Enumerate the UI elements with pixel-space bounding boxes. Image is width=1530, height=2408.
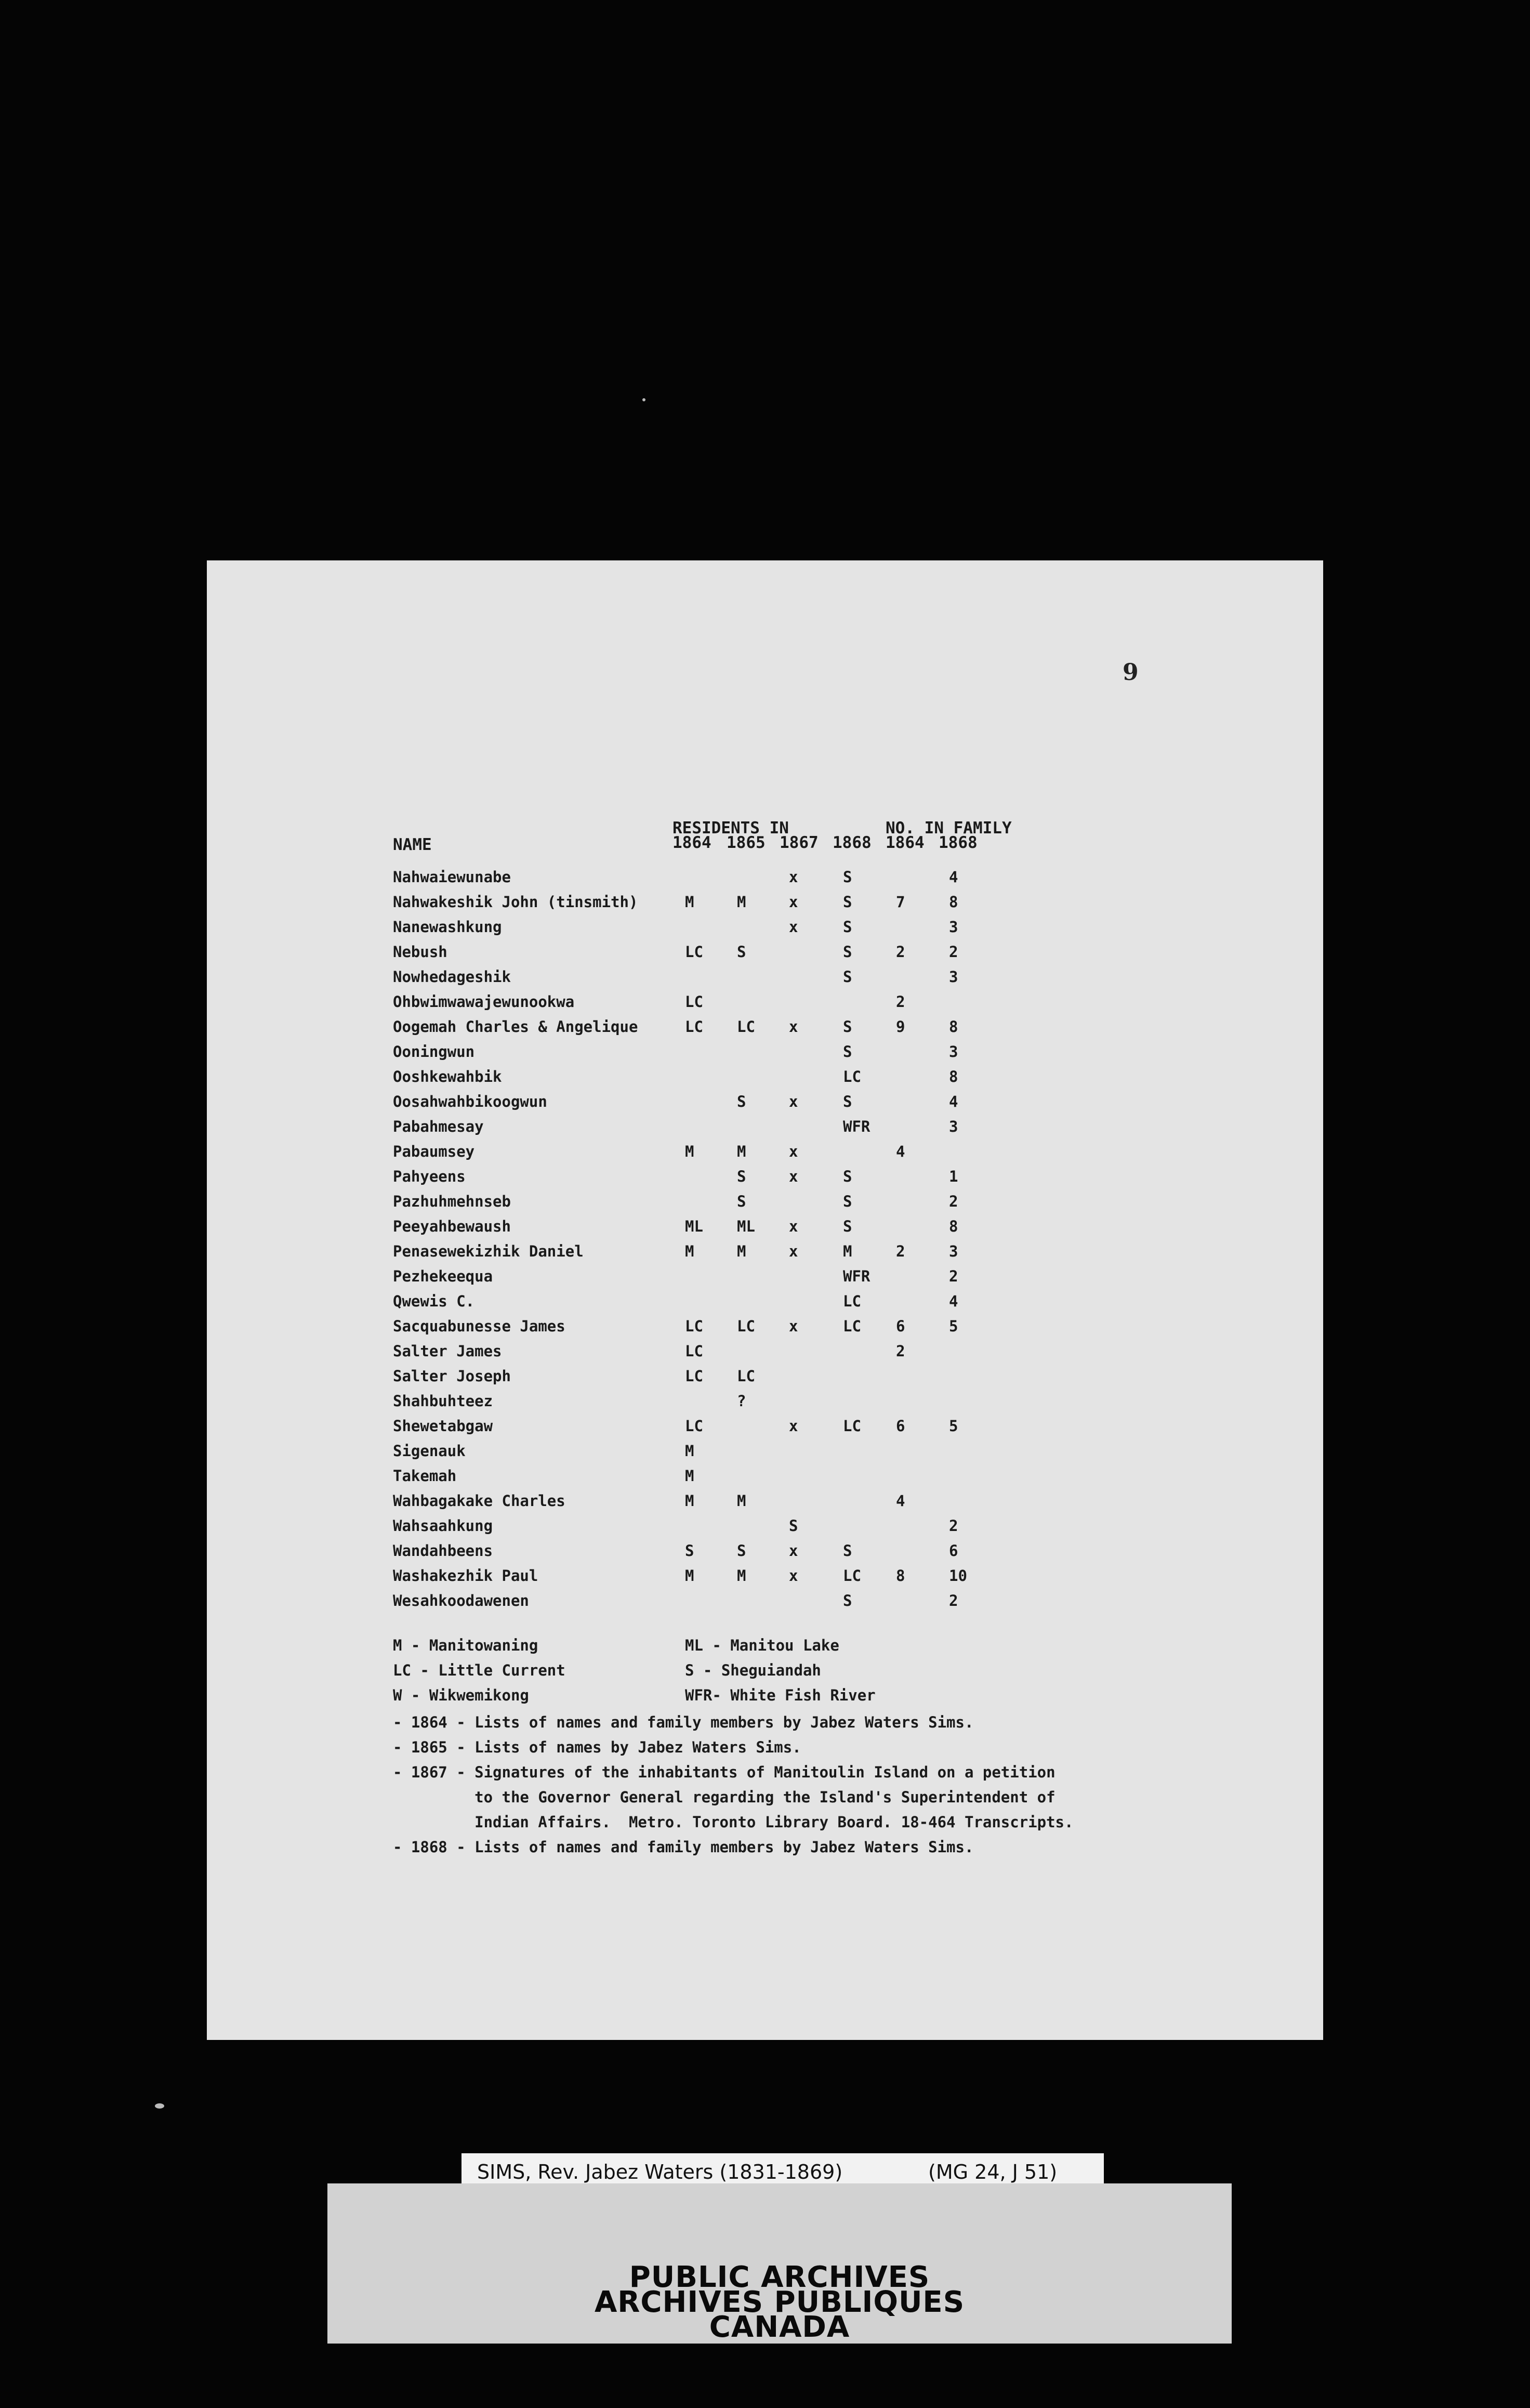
source-note-line: - 1868 - Lists of names and family members by Jabez Waters Sims. [393, 1838, 974, 1856]
source-note-line: - 1864 - Lists of names and family members by Jabez Waters Sims. [393, 1713, 974, 1731]
cell-r1864: ML [685, 1218, 703, 1235]
cell-r1865: M [737, 1242, 746, 1260]
table-row [0, 1093, 1530, 1116]
table-row [0, 1417, 1530, 1440]
cell-r1868: LC [843, 1567, 861, 1585]
cell-f1864: 4 [896, 1143, 905, 1160]
cell-r1867: x [789, 918, 798, 936]
table-row [0, 1267, 1530, 1290]
cell-name: Penasewekizhik Daniel [393, 1242, 584, 1260]
table-row [0, 1242, 1530, 1265]
table-row [0, 1168, 1530, 1190]
cell-f1868: 8 [949, 1018, 958, 1036]
cell-f1864: 8 [896, 1567, 905, 1585]
table-row [0, 1143, 1530, 1166]
header-name: NAME [393, 835, 432, 854]
legend-item: ML - Manitou Lake [685, 1637, 839, 1654]
table-row [0, 1193, 1530, 1215]
cell-f1868: 8 [949, 893, 958, 911]
cell-name: Qwewis C. [393, 1292, 475, 1310]
cell-r1865: LC [737, 1317, 755, 1335]
table-row [0, 1467, 1530, 1490]
cell-name: Ooshkewahbik [393, 1068, 502, 1085]
cell-name: Nanewashkung [393, 918, 502, 936]
cell-r1867: x [789, 868, 798, 886]
cell-f1868: 2 [949, 1267, 958, 1285]
cell-r1868: LC [843, 1068, 861, 1085]
cell-r1868: M [843, 1242, 852, 1260]
cell-name: Ooningwun [393, 1043, 475, 1061]
table-row [0, 868, 1530, 891]
legend-item: W - Wikwemikong [393, 1686, 529, 1704]
table-row [0, 1043, 1530, 1066]
cell-r1864: M [685, 1492, 694, 1510]
cell-f1868: 3 [949, 1118, 958, 1135]
cell-f1864: 2 [896, 1342, 905, 1360]
table-row [0, 1517, 1530, 1540]
legend-item: M - Manitowaning [393, 1637, 538, 1654]
cell-name: Shewetabgaw [393, 1417, 493, 1435]
archive-label-line1-left: SIMS, Rev. Jabez Waters (1831-1869) [477, 2161, 843, 2183]
cell-name: Peeyahbewaush [393, 1218, 511, 1235]
cell-f1864: 2 [896, 1242, 905, 1260]
cell-name: Wandahbeens [393, 1542, 493, 1560]
cell-r1865: LC [737, 1367, 755, 1385]
table-row [0, 1317, 1530, 1340]
cell-r1868: LC [843, 1417, 861, 1435]
cell-r1868: S [843, 918, 852, 936]
cell-r1864: LC [685, 1417, 703, 1435]
cell-name: Salter James [393, 1342, 502, 1360]
cell-f1864: 6 [896, 1417, 905, 1435]
cell-r1864: LC [685, 993, 703, 1011]
cell-r1868: WFR [843, 1118, 870, 1135]
film-speck [642, 398, 645, 401]
cell-r1868: S [843, 1542, 852, 1560]
cell-r1868: S [843, 1043, 852, 1061]
legend-item: S - Sheguiandah [685, 1661, 821, 1679]
table-row [0, 1492, 1530, 1515]
cell-r1864: S [685, 1542, 694, 1560]
cell-r1864: M [685, 893, 694, 911]
cell-r1867: x [789, 1143, 798, 1160]
cell-r1865: M [737, 1567, 746, 1585]
cell-name: Wahsaahkung [393, 1517, 493, 1535]
cell-name: Oogemah Charles & Angelique [393, 1018, 638, 1036]
cell-r1865: S [737, 943, 746, 961]
table-row [0, 1567, 1530, 1590]
archive-stamp [327, 2183, 1232, 2344]
cell-f1868: 8 [949, 1068, 958, 1085]
cell-r1864: LC [685, 1018, 703, 1036]
cell-f1864: 2 [896, 993, 905, 1011]
cell-r1868: S [843, 1093, 852, 1110]
cell-r1868: LC [843, 1292, 861, 1310]
cell-f1868: 8 [949, 1218, 958, 1235]
cell-r1868: S [843, 1018, 852, 1036]
header-family-1868: 1868 [939, 833, 978, 852]
header-year-1865: 1865 [727, 833, 766, 852]
cell-f1868: 2 [949, 943, 958, 961]
cell-f1868: 4 [949, 1093, 958, 1110]
cell-f1864: 9 [896, 1018, 905, 1036]
cell-name: Salter Joseph [393, 1367, 511, 1385]
cell-r1864: M [685, 1242, 694, 1260]
cell-r1867: S [789, 1517, 798, 1535]
cell-r1865: ? [737, 1392, 746, 1410]
cell-f1864: 6 [896, 1317, 905, 1335]
cell-r1867: x [789, 1018, 798, 1036]
cell-r1868: S [843, 1592, 852, 1609]
table-row [0, 918, 1530, 941]
cell-r1868: LC [843, 1317, 861, 1335]
cell-r1867: x [789, 1417, 798, 1435]
cell-r1864: M [685, 1143, 694, 1160]
table-row [0, 1292, 1530, 1315]
source-note-line: - 1865 - Lists of names by Jabez Waters Sims. [393, 1738, 801, 1756]
cell-f1868: 10 [949, 1567, 967, 1585]
cell-r1865: S [737, 1542, 746, 1560]
cell-r1865: S [737, 1193, 746, 1210]
cell-name: Pezhekeequa [393, 1267, 493, 1285]
cell-r1867: x [789, 1218, 798, 1235]
cell-r1864: M [685, 1442, 694, 1460]
table-row [0, 993, 1530, 1016]
cell-name: Shahbuhteez [393, 1392, 493, 1410]
table-row [0, 943, 1530, 966]
cell-name: Nahwakeshik John (tinsmith) [393, 893, 638, 911]
cell-r1867: x [789, 1317, 798, 1335]
cell-name: Ohbwimwawajewunookwa [393, 993, 575, 1011]
source-note-line: Indian Affairs. Metro. Toronto Library Board. 18-464 Transcripts. [393, 1813, 1074, 1831]
cell-name: Washakezhik Paul [393, 1567, 538, 1585]
cell-r1864: LC [685, 1317, 703, 1335]
stamp-line2: ARCHIVES PUBLIQUES [594, 2285, 965, 2319]
cell-f1868: 3 [949, 1242, 958, 1260]
cell-name: Pazhuhmehnseb [393, 1193, 511, 1210]
header-year-1864: 1864 [672, 833, 711, 852]
cell-r1868: WFR [843, 1267, 870, 1285]
film-speck [155, 2103, 164, 2109]
cell-name: Pabahmesay [393, 1118, 484, 1135]
table-row [0, 1068, 1530, 1091]
cell-r1865: S [737, 1093, 746, 1110]
cell-f1868: 1 [949, 1168, 958, 1185]
table-row [0, 1442, 1530, 1465]
cell-name: Sacquabunesse James [393, 1317, 565, 1335]
cell-r1864: LC [685, 943, 703, 961]
table-row [0, 1342, 1530, 1365]
header-residents-in: RESIDENTS IN [672, 819, 789, 837]
header-no-in-family: NO. IN FAMILY [886, 819, 1012, 837]
cell-name: Nahwaiewunabe [393, 868, 511, 886]
page-number: 9 [1123, 659, 1139, 686]
cell-name: Sigenauk [393, 1442, 466, 1460]
table-row [0, 968, 1530, 991]
table-row [0, 1018, 1530, 1041]
table-row [0, 893, 1530, 916]
stamp-line1: PUBLIC ARCHIVES [629, 2260, 930, 2294]
header-family-1864: 1864 [886, 833, 925, 852]
cell-f1864: 2 [896, 943, 905, 961]
cell-f1868: 5 [949, 1317, 958, 1335]
cell-r1864: M [685, 1567, 694, 1585]
source-note-line: to the Governor General regarding the Island's Superintendent of [393, 1788, 1056, 1806]
table-row [0, 1367, 1530, 1390]
cell-r1867: x [789, 1542, 798, 1560]
cell-f1868: 2 [949, 1592, 958, 1609]
archive-label-line1-right: (MG 24, J 51) [928, 2161, 1058, 2183]
cell-r1865: ML [737, 1218, 755, 1235]
cell-f1868: 3 [949, 918, 958, 936]
cell-f1868: 4 [949, 1292, 958, 1310]
cell-f1868: 2 [949, 1193, 958, 1210]
cell-r1868: S [843, 1168, 852, 1185]
cell-r1864: LC [685, 1367, 703, 1385]
legend-item: WFR- White Fish River [685, 1686, 876, 1704]
cell-r1867: x [789, 1093, 798, 1110]
cell-r1868: S [843, 968, 852, 986]
header-year-1868: 1868 [833, 833, 872, 852]
cell-f1868: 2 [949, 1517, 958, 1535]
cell-f1868: 6 [949, 1542, 958, 1560]
cell-name: Pahyeens [393, 1168, 466, 1185]
cell-r1864: LC [685, 1342, 703, 1360]
cell-name: Pabaumsey [393, 1143, 475, 1160]
cell-r1868: S [843, 893, 852, 911]
cell-name: Oosahwahbikoogwun [393, 1093, 547, 1110]
cell-r1865: M [737, 1492, 746, 1510]
cell-r1868: S [843, 1193, 852, 1210]
cell-name: Nebush [393, 943, 447, 961]
cell-f1868: 3 [949, 968, 958, 986]
stamp-line3: CANADA [709, 2310, 850, 2344]
cell-name: Nowhedageshik [393, 968, 511, 986]
cell-r1867: x [789, 1242, 798, 1260]
cell-r1865: M [737, 1143, 746, 1160]
cell-r1867: x [789, 1168, 798, 1185]
table-row [0, 1218, 1530, 1240]
cell-r1865: M [737, 893, 746, 911]
cell-f1864: 7 [896, 893, 905, 911]
cell-r1868: S [843, 943, 852, 961]
source-note-line: - 1867 - Signatures of the inhabitants of Manitoulin Island on a petition [393, 1763, 1056, 1781]
table-row [0, 1542, 1530, 1565]
cell-r1868: S [843, 1218, 852, 1235]
cell-r1867: x [789, 893, 798, 911]
cell-f1868: 5 [949, 1417, 958, 1435]
cell-r1865: LC [737, 1018, 755, 1036]
cell-r1868: S [843, 868, 852, 886]
table-row [0, 1392, 1530, 1415]
cell-f1868: 3 [949, 1043, 958, 1061]
legend-item: LC - Little Current [393, 1661, 565, 1679]
cell-name: Wesahkoodawenen [393, 1592, 529, 1609]
table-row [0, 1118, 1530, 1141]
cell-r1864: M [685, 1467, 694, 1485]
table-row [0, 1592, 1530, 1615]
cell-f1868: 4 [949, 868, 958, 886]
cell-r1867: x [789, 1567, 798, 1585]
cell-name: Takemah [393, 1467, 457, 1485]
cell-name: Wahbagakake Charles [393, 1492, 565, 1510]
cell-f1864: 4 [896, 1492, 905, 1510]
header-year-1867: 1867 [780, 833, 819, 852]
cell-r1865: S [737, 1168, 746, 1185]
